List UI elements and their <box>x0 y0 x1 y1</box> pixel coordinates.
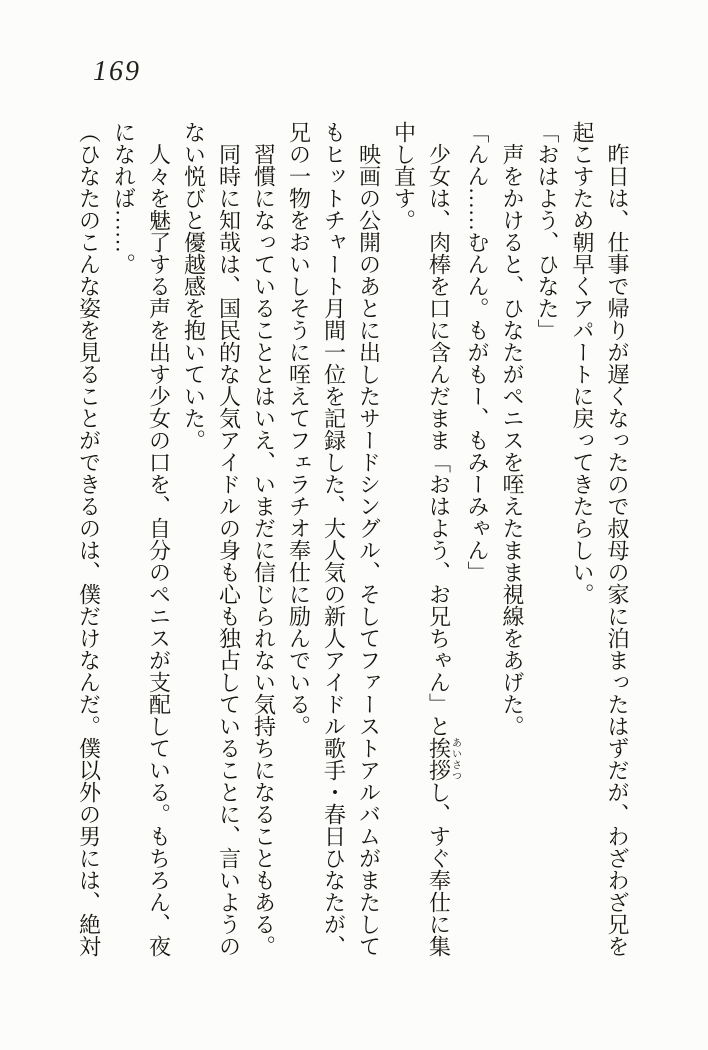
paragraph: （ひなたのこんな姿を見ることができるのは、僕だけなんだ。僕以外の男には、絶対 <box>76 121 102 957</box>
paragraph: 「んん……むんん。もがもー、もみーみゃん」 <box>465 121 490 583</box>
paragraph: 声をかけると、ひなたがペニスを咥えたまま視線をあげた。 <box>500 143 525 737</box>
paragraph: 映画の公開のあとに出したサードシングル、そしてファーストアルバムがまたしてもヒットチャート月間一位を記録した、大人気の新人アイドル歌手・春日ひなたが、兄の一物をおいしそうに咥えてフェラチオ奉仕に励んでいる。 <box>286 121 382 957</box>
page-number: 169 <box>93 56 141 87</box>
paragraph: 少女は、肉棒を口に含んだまま「おはよう、お兄ちゃん」と挨拶あいさつし、すぐ奉仕に集中し直す。 <box>391 121 461 957</box>
text-body <box>73 121 635 964</box>
paragraph: 「おはよう、ひなた」 <box>535 121 560 341</box>
paragraph: 習慣になっていることとはいえ、いまだに信じられない気持ちになることもある。 <box>251 143 277 957</box>
paragraph: 人々を魅了する声を出す少女の口を、自分のペニスが支配している。もちろん、夜になれば……。 <box>111 121 172 957</box>
paragraph: 昨日は、仕事で帰りが遅くなったので叔母の家に泊まったはずだが、わざわざ兄を起こすため朝早くアパートに戻ってきたらしい。 <box>570 121 630 957</box>
ruby-annotated-word: 挨拶あいさつ <box>426 737 461 781</box>
paragraph: 同時に知哉は、国民的な人気アイドルの身も心も独占していることに、言いようのない悦びと優越感を抱いていた。 <box>181 121 242 957</box>
